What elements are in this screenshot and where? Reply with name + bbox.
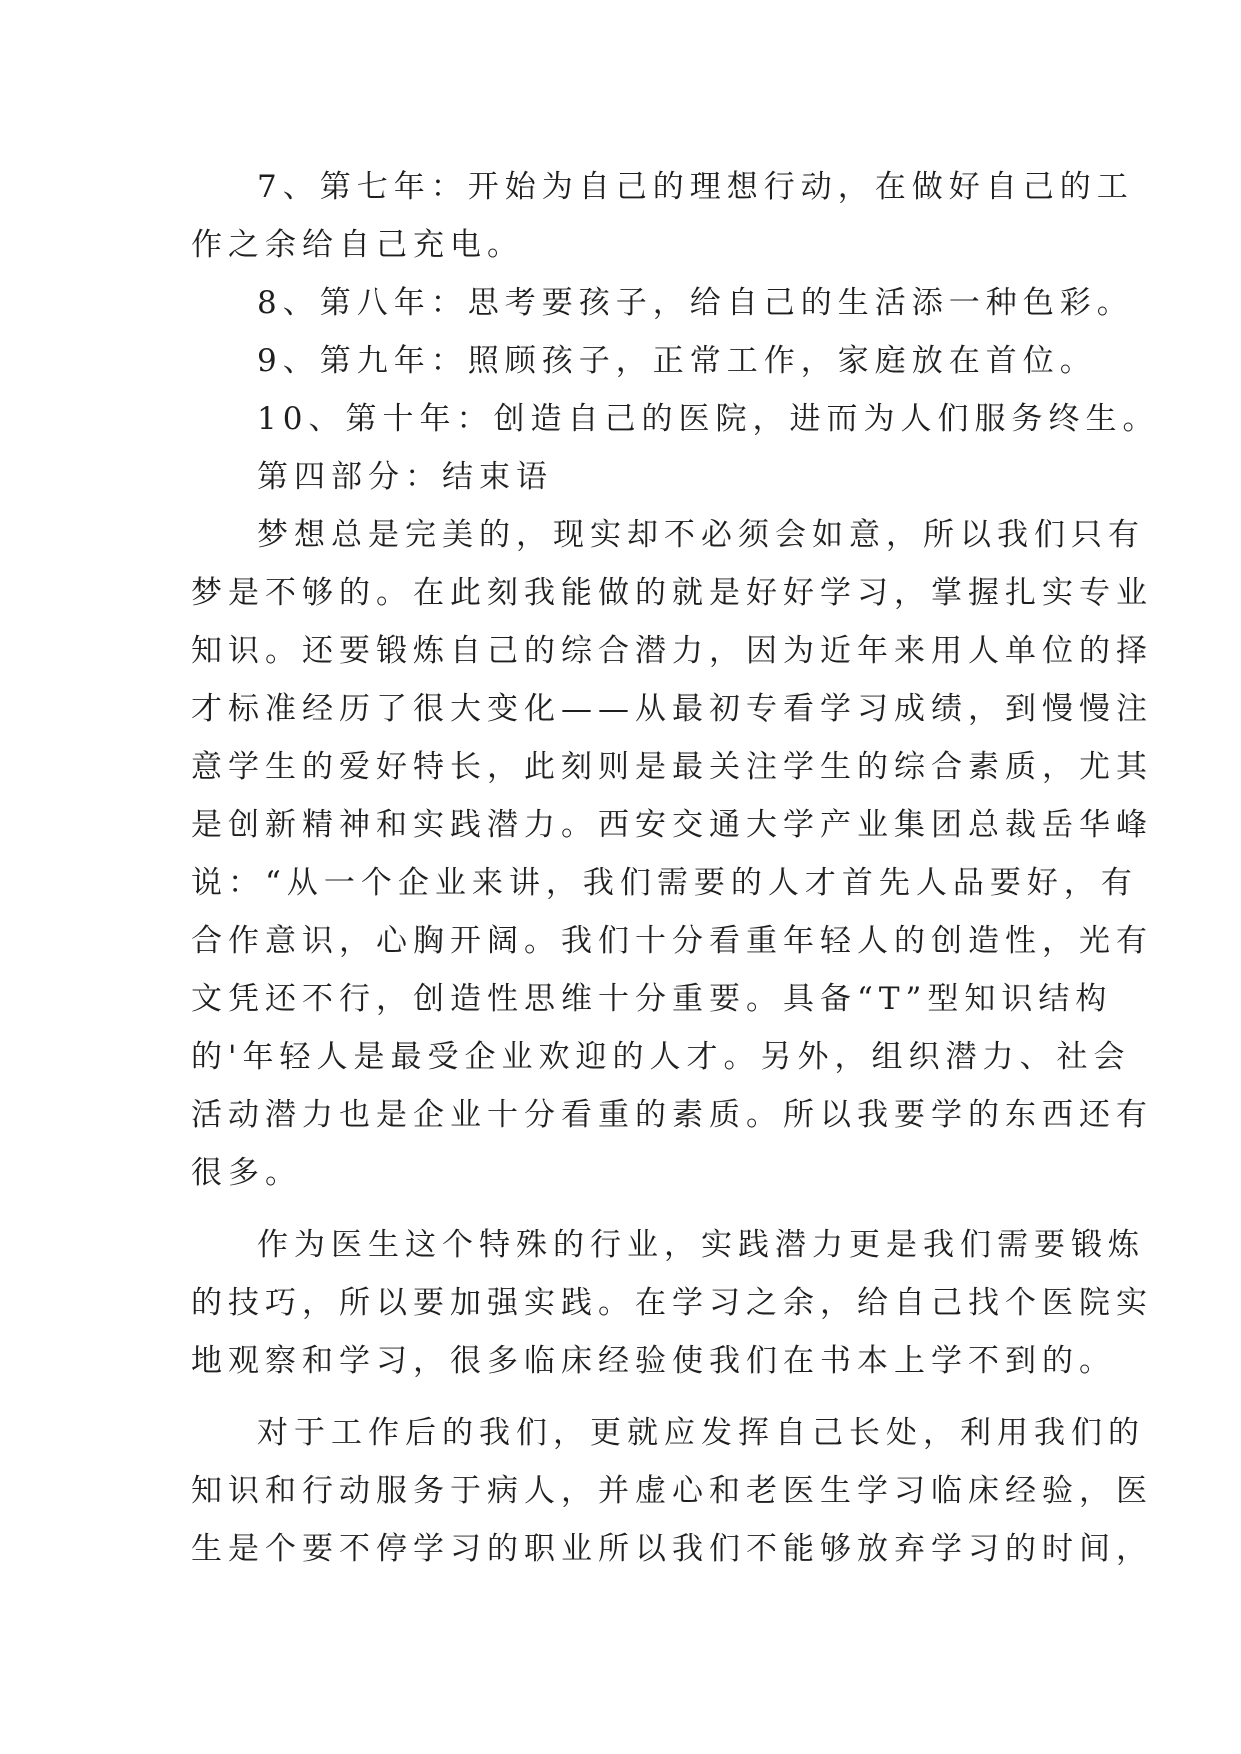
text-line-10: 才标准经历了很大变化——从最初专看学习成绩，到慢慢注 [191, 691, 1153, 727]
text-line-2: 作之余给自己充电。 [191, 227, 524, 263]
text-line-1: 7、第七年：开始为自己的理想行动，在做好自己的工 [257, 169, 1134, 205]
text-line-13: 说：“从一个企业来讲，我们需要的人才首先人品要好，有 [191, 865, 1138, 901]
text-line-8: 梦是不够的。在此刻我能做的就是好好学习，掌握扎实专业 [191, 575, 1153, 611]
text-line-15: 文凭还不行，创造性思维十分重要。具备“T”型知识结构 [191, 981, 1113, 1017]
text-line-7: 梦想总是完美的，现实却不必须会如意，所以我们只有 [257, 517, 1145, 553]
text-line-18: 很多。 [191, 1155, 302, 1191]
text-line-17: 活动潜力也是企业十分看重的素质。所以我要学的东西还有 [191, 1097, 1153, 1133]
section-heading: 第四部分：结束语 [257, 459, 553, 495]
document-body [191, 158, 1160, 1578]
paragraph-gap [191, 1390, 1071, 1404]
text-line-16: 的'年轻人是最受企业欢迎的人才。另外，组织潜力、社会 [191, 1039, 1131, 1075]
text-line-24: 生是个要不停学习的职业所以我们不能够放弃学习的时间， [191, 1531, 1153, 1567]
paragraph-gap [191, 1202, 1071, 1216]
text-line-14: 合作意识，心胸开阔。我们十分看重年轻人的创造性，光有 [191, 923, 1153, 959]
text-line-21: 地观察和学习，很多临床经验使我们在书本上学不到的。 [191, 1343, 1116, 1379]
text-line-4: 9、第九年：照顾孩子，正常工作，家庭放在首位。 [257, 343, 1097, 379]
text-line-3: 8、第八年：思考要孩子，给自己的生活添一种色彩。 [257, 285, 1134, 321]
text-line-22: 对于工作后的我们，更就应发挥自己长处，利用我们的 [257, 1415, 1145, 1451]
text-line-5: 10、第十年：创造自己的医院，进而为人们服务终生。 [257, 401, 1160, 437]
text-line-9: 知识。还要锻炼自己的综合潜力，因为近年来用人单位的择 [191, 633, 1153, 669]
text-line-20: 的技巧，所以要加强实践。在学习之余，给自己找个医院实 [191, 1285, 1153, 1321]
text-line-19: 作为医生这个特殊的行业，实践潜力更是我们需要锻炼 [257, 1227, 1145, 1263]
text-line-23: 知识和行动服务于病人，并虚心和老医生学习临床经验，医 [191, 1473, 1153, 1509]
text-line-12: 是创新精神和实践潜力。西安交通大学产业集团总裁岳华峰 [191, 807, 1153, 843]
text-line-11: 意学生的爱好特长，此刻则是最关注学生的综合素质，尤其 [191, 749, 1153, 785]
